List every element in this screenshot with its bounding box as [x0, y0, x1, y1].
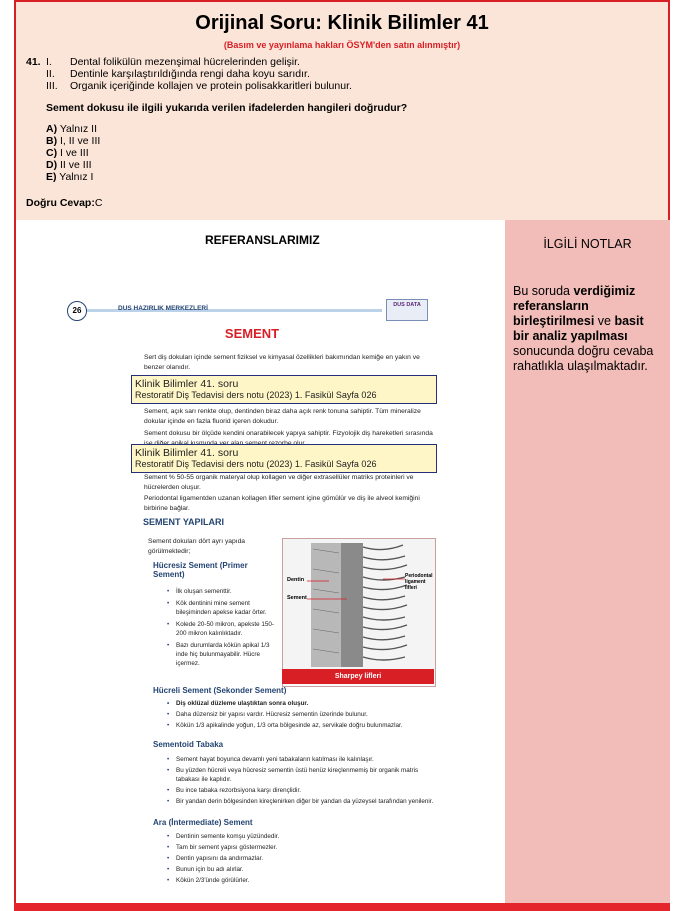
book-header-label: DUS HAZIRLIK MERKEZLERİ: [118, 305, 208, 312]
book-title: SEMENT: [224, 326, 280, 341]
intermediate-heading: Ara (İntermediate) Sement: [153, 818, 253, 827]
cementoid-item: • Bir yandan derin bölgesinden kireçlenirken diğer bir yandan da yüzeysel tarafından yenilenir.: [176, 797, 436, 806]
acellular-item: • Kök dentinini mine sement bileşiminden apekse kadar örter.: [176, 599, 280, 617]
intermediate-item: • Kökün 2/3'ünde görülürler.: [176, 876, 436, 885]
cellular-item: • Kökün 1/3 apikalinde yoğun, 1/3 orta bölgesinde az, servikale doğru bulunmazlar.: [176, 721, 436, 730]
statement-3: [46, 80, 352, 92]
statement-roman: I.: [46, 56, 52, 68]
highlight-title: Klinik Bilimler 41. soru: [135, 378, 239, 390]
option-text: I, II ve III: [60, 135, 101, 147]
structures-intro: Sement dokuları dört ayrı yapıda görülmektedir;: [148, 538, 246, 555]
figure-label-sement: Sement: [287, 595, 307, 601]
structures-heading: SEMENT YAPILARI: [143, 517, 225, 527]
notes-title: İLGİLİ NOTLAR: [543, 237, 632, 251]
notes-text: sonucunda doğru cevaba rahatlıkla ulaşılmaktadır.: [513, 344, 654, 373]
cementum-micrograph: [282, 538, 436, 687]
cellular-item: • Daha düzensiz bir yapısı vardır. Hücresiz sementin üzerinde bulunur.: [176, 710, 436, 719]
figure-label-ligament: Periodontal ligament lifleri: [405, 573, 433, 591]
figure-label-dentin: Dentin: [287, 577, 305, 583]
notes-text: Bu soruda: [513, 284, 574, 298]
notes-bold: basit bir analiz yapılması: [513, 314, 644, 343]
micrograph-illustration: [283, 539, 435, 669]
references-title: REFERANSLARIMIZ: [205, 233, 320, 247]
cellular-heading: Hücreli Sement (Sekonder Sement): [153, 686, 287, 695]
option-letter: D): [46, 159, 58, 171]
correct-answer: [26, 197, 102, 209]
option-e[interactable]: [46, 171, 93, 183]
statement-roman: III.: [46, 80, 58, 92]
book-page-number: 26: [67, 301, 87, 321]
book-repair-paragraph: Sement dokusu bir ölçüde kendini onarabilecek yapıya sahiptir. Fizyolojik diş hareketleri sırasında: [144, 430, 433, 437]
statement-text: Organik içeriğinde kollajen ve protein polisakkaritleri bulunur.: [70, 80, 352, 92]
option-text: II ve III: [60, 159, 92, 171]
cementoid-heading: Sementoid Tabaka: [153, 740, 224, 749]
bottom-border: [14, 903, 670, 911]
option-text: Yalnız I: [59, 171, 94, 183]
acellular-item: • İlk oluşan sementtir.: [176, 587, 280, 596]
question-prompt: Sement dokusu ile ilgili yukarıda verilen ifadelerden hangileri doğrudur?: [46, 102, 408, 114]
highlight-title: Klinik Bilimler 41. soru: [135, 447, 239, 459]
highlight-source: Restoratif Diş Tedavisi ders notu (2023) 1. Fasikül Sayfa 026: [135, 390, 377, 400]
reference-page-image: [56, 293, 448, 893]
highlight-source: Restoratif Diş Tedavisi ders notu (2023) 1. Fasikül Sayfa 026: [135, 459, 377, 469]
notes-body: [513, 284, 663, 374]
intermediate-item: • Tam bir sement yapısı göstermezler.: [176, 843, 436, 852]
question-number: 41.: [26, 56, 41, 68]
intermediate-item: • Dentin yapısını da andırmazlar.: [176, 854, 436, 863]
copyright-note: (Basım ve yayınlama hakları ÖSYM'den satın alınmıştır): [223, 40, 461, 50]
notes-bold: verdiğimiz referansların birleştirilmesi: [513, 284, 636, 328]
option-letter: B): [46, 135, 58, 147]
option-d[interactable]: [46, 159, 92, 171]
question-panel: [14, 0, 670, 220]
left-border: [14, 220, 16, 903]
option-text: Yalnız II: [59, 123, 97, 135]
dusdata-logo: DUS DATA: [386, 299, 428, 321]
answer-value: C: [94, 197, 103, 209]
statement-2: [46, 68, 310, 80]
acellular-item: • Kolede 20-50 mikron, apekste 150-200 mikron kalınlıktadır.: [176, 620, 280, 638]
acellular-heading: Hücresiz Sement (Primer Sement): [153, 561, 248, 579]
option-letter: E): [46, 171, 57, 183]
cellular-item: • Diş oklüzal düzleme ulaştıktan sonra oluşur.: [176, 699, 436, 708]
book-organic-paragraph: Sement % 50-55 organik materyal olup kollagen ve diğer extrasellüler matriks proteinleri ve hücrelerden oluşur.: [144, 474, 414, 491]
highlight-box-2: [131, 444, 437, 473]
highlight-box-1: [131, 375, 437, 404]
option-text: I ve III: [60, 147, 89, 159]
statement-text: Dentinle karşılaştırıldığında rengi daha koyu sarıdır.: [70, 68, 310, 80]
statement-1: [46, 56, 300, 68]
answer-label: Doğru Cevap:: [26, 197, 95, 209]
acellular-item: • Bazı durumlarda kökün apikal 1/3 inde hiç bulunmayabilir. Hücre içermez.: [176, 641, 280, 668]
cementoid-item: • Bu ince tabaka rezorbsiyona karşı dirençlidir.: [176, 786, 436, 795]
option-c[interactable]: [46, 147, 89, 159]
option-a[interactable]: [46, 123, 97, 135]
intermediate-item: • Bunun için bu adı alırlar.: [176, 865, 436, 874]
notes-panel: [505, 220, 670, 903]
book-ligament-paragraph: Periodontal ligamentden uzanan kollagen lifler sement içine gömülür ve diş ile alveol kemiğini birbirine bağlar.: [144, 495, 420, 512]
statement-text: Dental folikülün mezenşimal hücrelerinden gelişir.: [70, 56, 300, 68]
intermediate-item: • Dentinin semente komşu yüzündedir.: [176, 832, 436, 841]
option-letter: C): [46, 147, 58, 159]
book-intro: Sert diş dokuları içinde sement fiziksel ve kimyasal özellikleri bakımından kemiğe en yakın ve benzer olanıdır.: [144, 354, 420, 371]
statement-roman: II.: [46, 68, 55, 80]
figure-caption: Sharpey lifleri: [282, 669, 434, 684]
page-title: Orijinal Soru: Klinik Bilimler 41: [195, 12, 489, 34]
cementoid-item: • Bu yüzden hücreli veya hücresiz sementin üstü henüz kireçlenmemiş bir organik matris tabakası ile kaplıdır.: [176, 766, 436, 784]
cementoid-item: • Sement hayat boyunca devamlı yeni tabakaların katılması ile kalınlaşır.: [176, 755, 436, 764]
option-b[interactable]: [46, 135, 100, 147]
book-color-paragraph: Sement, açık sarı renkte olup, dentinden biraz daha açık renk tonuna sahiptir. Tüm mineralize dokular içinde en fazla fluorid içeren dokudur.: [144, 408, 421, 425]
option-letter: A): [46, 123, 58, 135]
notes-text: ve: [594, 314, 615, 328]
